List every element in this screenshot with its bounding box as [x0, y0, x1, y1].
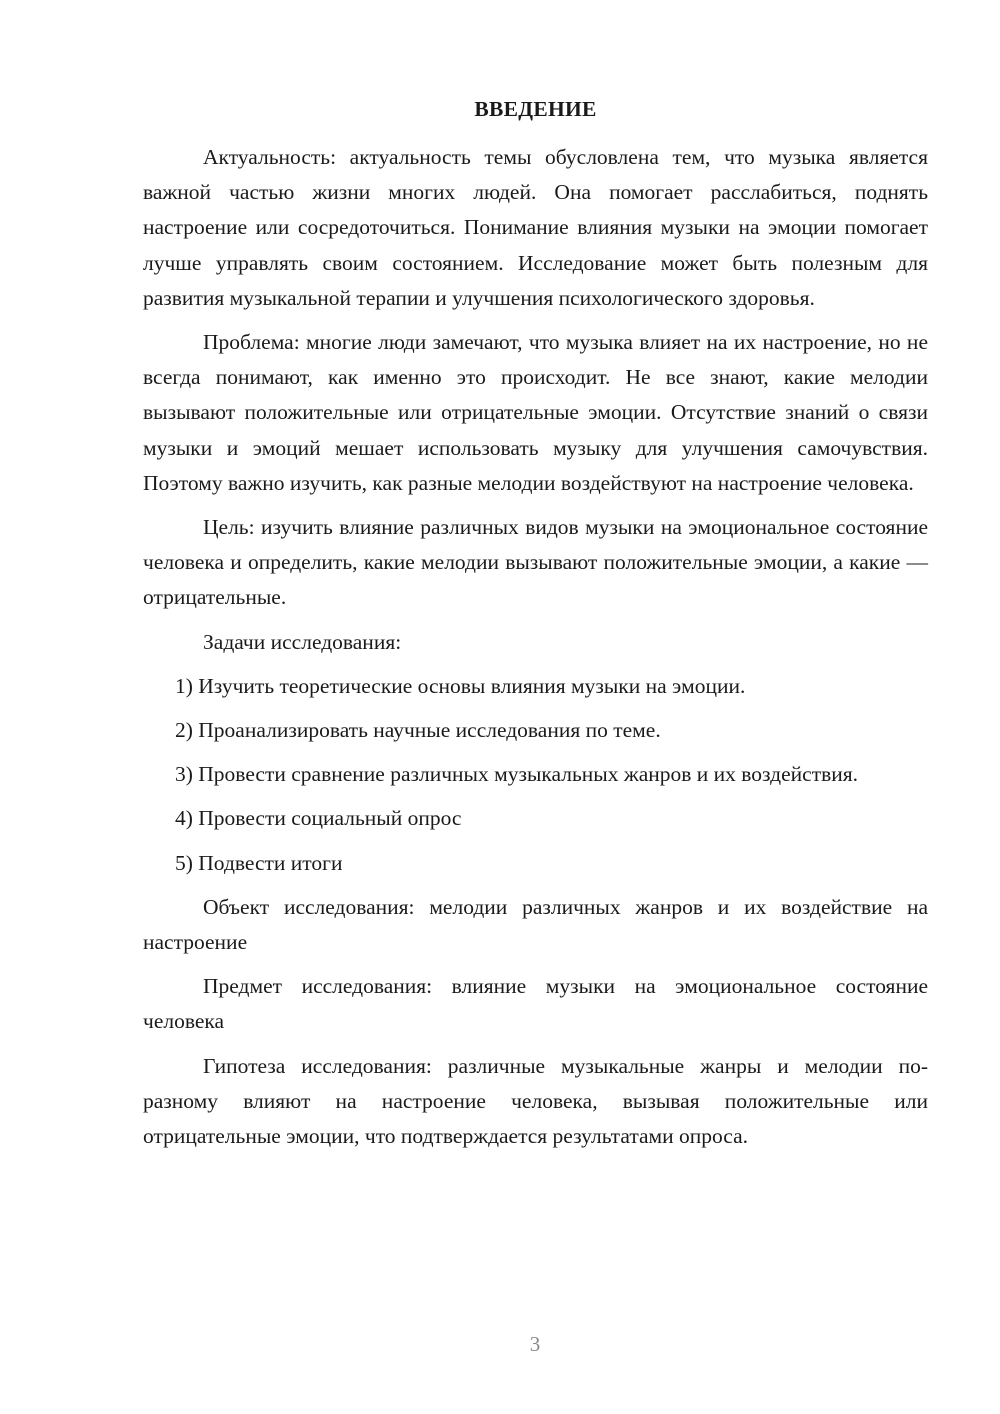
section-title: ВВЕДЕНИЕ [474, 97, 597, 121]
task-item: 5) Подвести итоги [175, 850, 343, 875]
task-item: 3) Провести сравнение различных музыкальных жанров и их воздействия. [175, 762, 859, 787]
page-number: 3 [529, 1332, 541, 1356]
subject-paragraph: Предмет исследования: влияние музыки на эмоциональное состояние человека [143, 974, 928, 1034]
document-page [143, 90, 928, 1154]
tasks-heading: Задачи исследования: [203, 629, 402, 654]
task-item: 2) Проанализировать научные исследования по теме. [175, 718, 661, 743]
task-item: 1) Изучить теоретические основы влияния музыки на эмоции. [175, 673, 746, 698]
relevance-paragraph: Актуальность: актуальность темы обусловлена тем, что музыка является важной частью жизни многих людей. Она помогает расслабиться, поднять настроение или сосредоточиться. Понимание влияния музыки на эмоции помогает лучше управлять своим состоянием. Исследование может быть полезным для развития музыкальной терапии и улучшения психологического здоровья. [143, 145, 928, 310]
hypothesis-paragraph: Гипотеза исследования: различные музыкальные жанры и мелодии по-разному влияют на настроение человека, вызывая положительные или отрицательные эмоции, что подтверждается результатами опроса. [143, 1053, 928, 1149]
task-item: 4) Провести социальный опрос [175, 806, 462, 831]
goal-paragraph: Цель: изучить влияние различных видов музыки на эмоциональное состояние человека и определить, какие мелодии вызывают положительные эмоции, а какие — отрицательные. [143, 515, 928, 610]
problem-paragraph: Проблема: многие люди замечают, что музыка влияет на их настроение, но не всегда понимают, как именно это происходит. Не все знают, какие мелодии вызывают положительные или отрицательные эмоции. Отсутствие знаний о связи музыки и эмоций мешает использовать музыку для улучшения самочувствия. Поэтому важно изучить, как разные мелодии воздействуют на настроение человека. [143, 330, 928, 495]
object-paragraph: Объект исследования: мелодии различных жанров и их воздействие на настроение [143, 894, 928, 955]
